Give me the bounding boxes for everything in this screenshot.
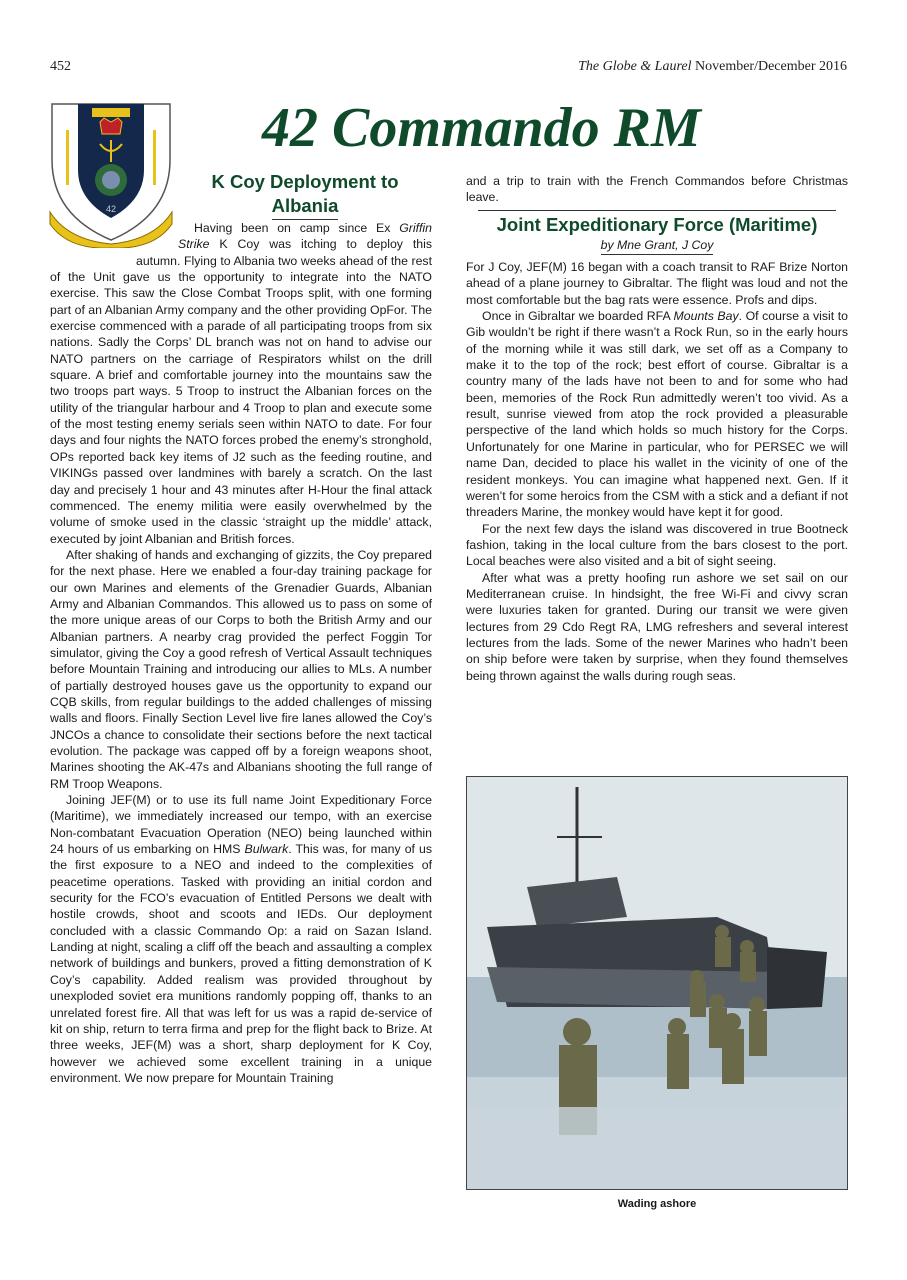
paragraph: Once in Gibraltar we boarded RFA Mounts Bay. Of course a visit to Gib wouldn’t be right if there wasn’t a Rock Run, so in the early hours of the morning while it was still dark, we set off as a Company to make it to the top of the rock; best effort of course. Gibraltar is a country many of the lads have not been to and for some who had been, memories of the Rock Run admittedly weren’t too vivid. As a result, sunrise viewed from atop the rock provided a pleasurable perspective of the land which holds so much history for the Corps. Unfortunately for one Marine in particular, who for PERSEC we will name Dan, decided to place his wallet in the vicinity of one of the resident monkeys. You can imagine what happened next. Gen. If it weren’t for some heroics from the CSM with a stick and a defiant if not threaders Marine, the monkey would have kept it for good. <box>466 309 848 520</box>
page-number: 452 <box>50 59 71 74</box>
paragraph: For J Coy, JEF(M) 16 began with a coach transit to RAF Brize Norton ahead of a plane journey to Gibraltar. The flight was loud and not the most comfortable but the bag rats were essence. Profs and dips. <box>466 260 848 307</box>
photo-caption: Wading ashore <box>617 1198 697 1210</box>
paragraph: Joining JEF(M) or to use its full name Joint Expeditionary Force (Maritime), we immediately increased our tempo, with an exercise Non-combatant Evacuation Operation (NEO) being launched within 24 hours of us embarking on HMS Bulwark. This was, for many of us the first exposure to a NEO and indeed to the complexities of peacetime operations. Tasked with providing an initial cordon and security for the FCO’s evacuation of Entitled Persons we dealt with hostile crowds, shoot and scoots and IEDs. Our deployment concluded with a classic Commando Op: a raid on Sazan Island. Landing at night, scaling a cliff off the beach and assaulting a complex network of buildings and bunkers, proved a fitting demonstration of K Coy’s capability. Added realism was provided throughout by unexploded soviet era munitions randomly popping off, thanks to an unrelated forest fire. All that was left for us was a rapid de-service of kit on ship, return to terra firma and prep for the flight back to Brize. At three weeks, JEF(M) was a short, sharp deployment for K Coy, however we achieved some excellent training in a unique environment. We now prepare for Mountain Training <box>50 793 432 1085</box>
paragraph: Having been on camp since Ex Griffin Strike K Coy was itching to deploy this autumn. Flying to Albania two weeks ahead of the rest of the Unit gave us the opportunity to integrate into the NATO exercise. This saw the Close Combat Troops split, with one forming part of an Albanian Army company and the other providing OpFor. The exercise commenced with a parade of all participating troops from six nations. Sadly the Corps’ DL branch was not on hand to advise our NATO partners on the carriage of Respirators whilst on the drill square. A brief and comfortable journey into the mountains saw the two troops part ways. 5 Troop to instruct the Albanian forces on the utility of the triangular harbour and 4 Troop to plan and execute some of the most testing enemy serials seen within NATO to date. For four days and four nights the NATO forces probed the enemy’s stronghold, OPs reported back key items of J2 such as the feeding routine, and VIKINGs passed over landmines with barely a scratch. On the last day and precisely 1 hour and 43 minutes after H-Hour the final attack commenced. The enemy militia were easily overwhelmed by the volume of smoke used in the classic ‘straight up the middle’ attack, executed by joint Albanian and British forces. <box>50 221 432 546</box>
running-header <box>578 59 847 75</box>
magazine-name: The Globe & Laurel <box>578 59 692 74</box>
paragraph: For the next few days the island was discovered in true Bootneck fashion, taking in the local culture from the bars closest to the port. Local beaches were also visited and a bit of sight seeing. <box>466 521 848 569</box>
article-heading-jef: Joint Expeditionary Force (Maritime) <box>496 213 818 235</box>
paragraph: After shaking of hands and exchanging of gizzits, the Coy prepared for the next phase. Here we enabled a four-day training package for our own Marines and elements of the Grenadier Guards, Albanian Army and Albanian Commandos. This allowed us to pass on some of the more unique areas of our Corps to both the British Army and our Albanian partners. A nearby crag provided the perfect Foggin Tor simulator, giving the Coy a good refresh of Vertical Assault techniques before Mountain Training and introducing our allies to MLs. A number of partially destroyed houses gave us the opportunity to expand our CQB skills, from regular buildings to the added challenges of missing walls and floors. Finally Section Level live fire lanes allowed the Coy’s JNCOs a chance to consolidate their sections before the next tactical evolution. The package was capped off by a foreign weapons shoot, Marines shooting the AK-47s and Albanians shooting the full range of RM Troop Weapons. <box>50 547 432 791</box>
issue-date: November/December 2016 <box>695 59 847 74</box>
divider <box>478 210 836 211</box>
paragraph: After what was a pretty hoofing run ashore we set sail on our Mediterranean cruise. In hindsight, the free Wi-Fi and civvy scran were luxuries taken for granted. During our transit we were given lectures from 29 Cdo Regt RA, LMG refreshers and several interest lectures from the lads. Some of the newer Marines who hadn’t been on ship before were taken by surprise, when they found themselves being thrown against the walls during rough seas. <box>466 570 848 683</box>
byline: by Mne Grant, J Coy <box>466 237 848 255</box>
paragraph-continuation: and a trip to train with the French Commandos before Christmas leave. <box>466 174 848 205</box>
article-heading-k-coy: K Coy Deployment to Albania <box>178 170 432 220</box>
crest-wrap-spacer <box>50 246 136 262</box>
page-title: 42 Commando RM <box>262 97 701 159</box>
right-column <box>466 173 848 684</box>
svg-text:42: 42 <box>105 204 117 214</box>
left-column <box>50 170 432 1086</box>
crest-wrap-spacer <box>50 170 178 246</box>
photo-wading-ashore <box>466 776 848 1190</box>
